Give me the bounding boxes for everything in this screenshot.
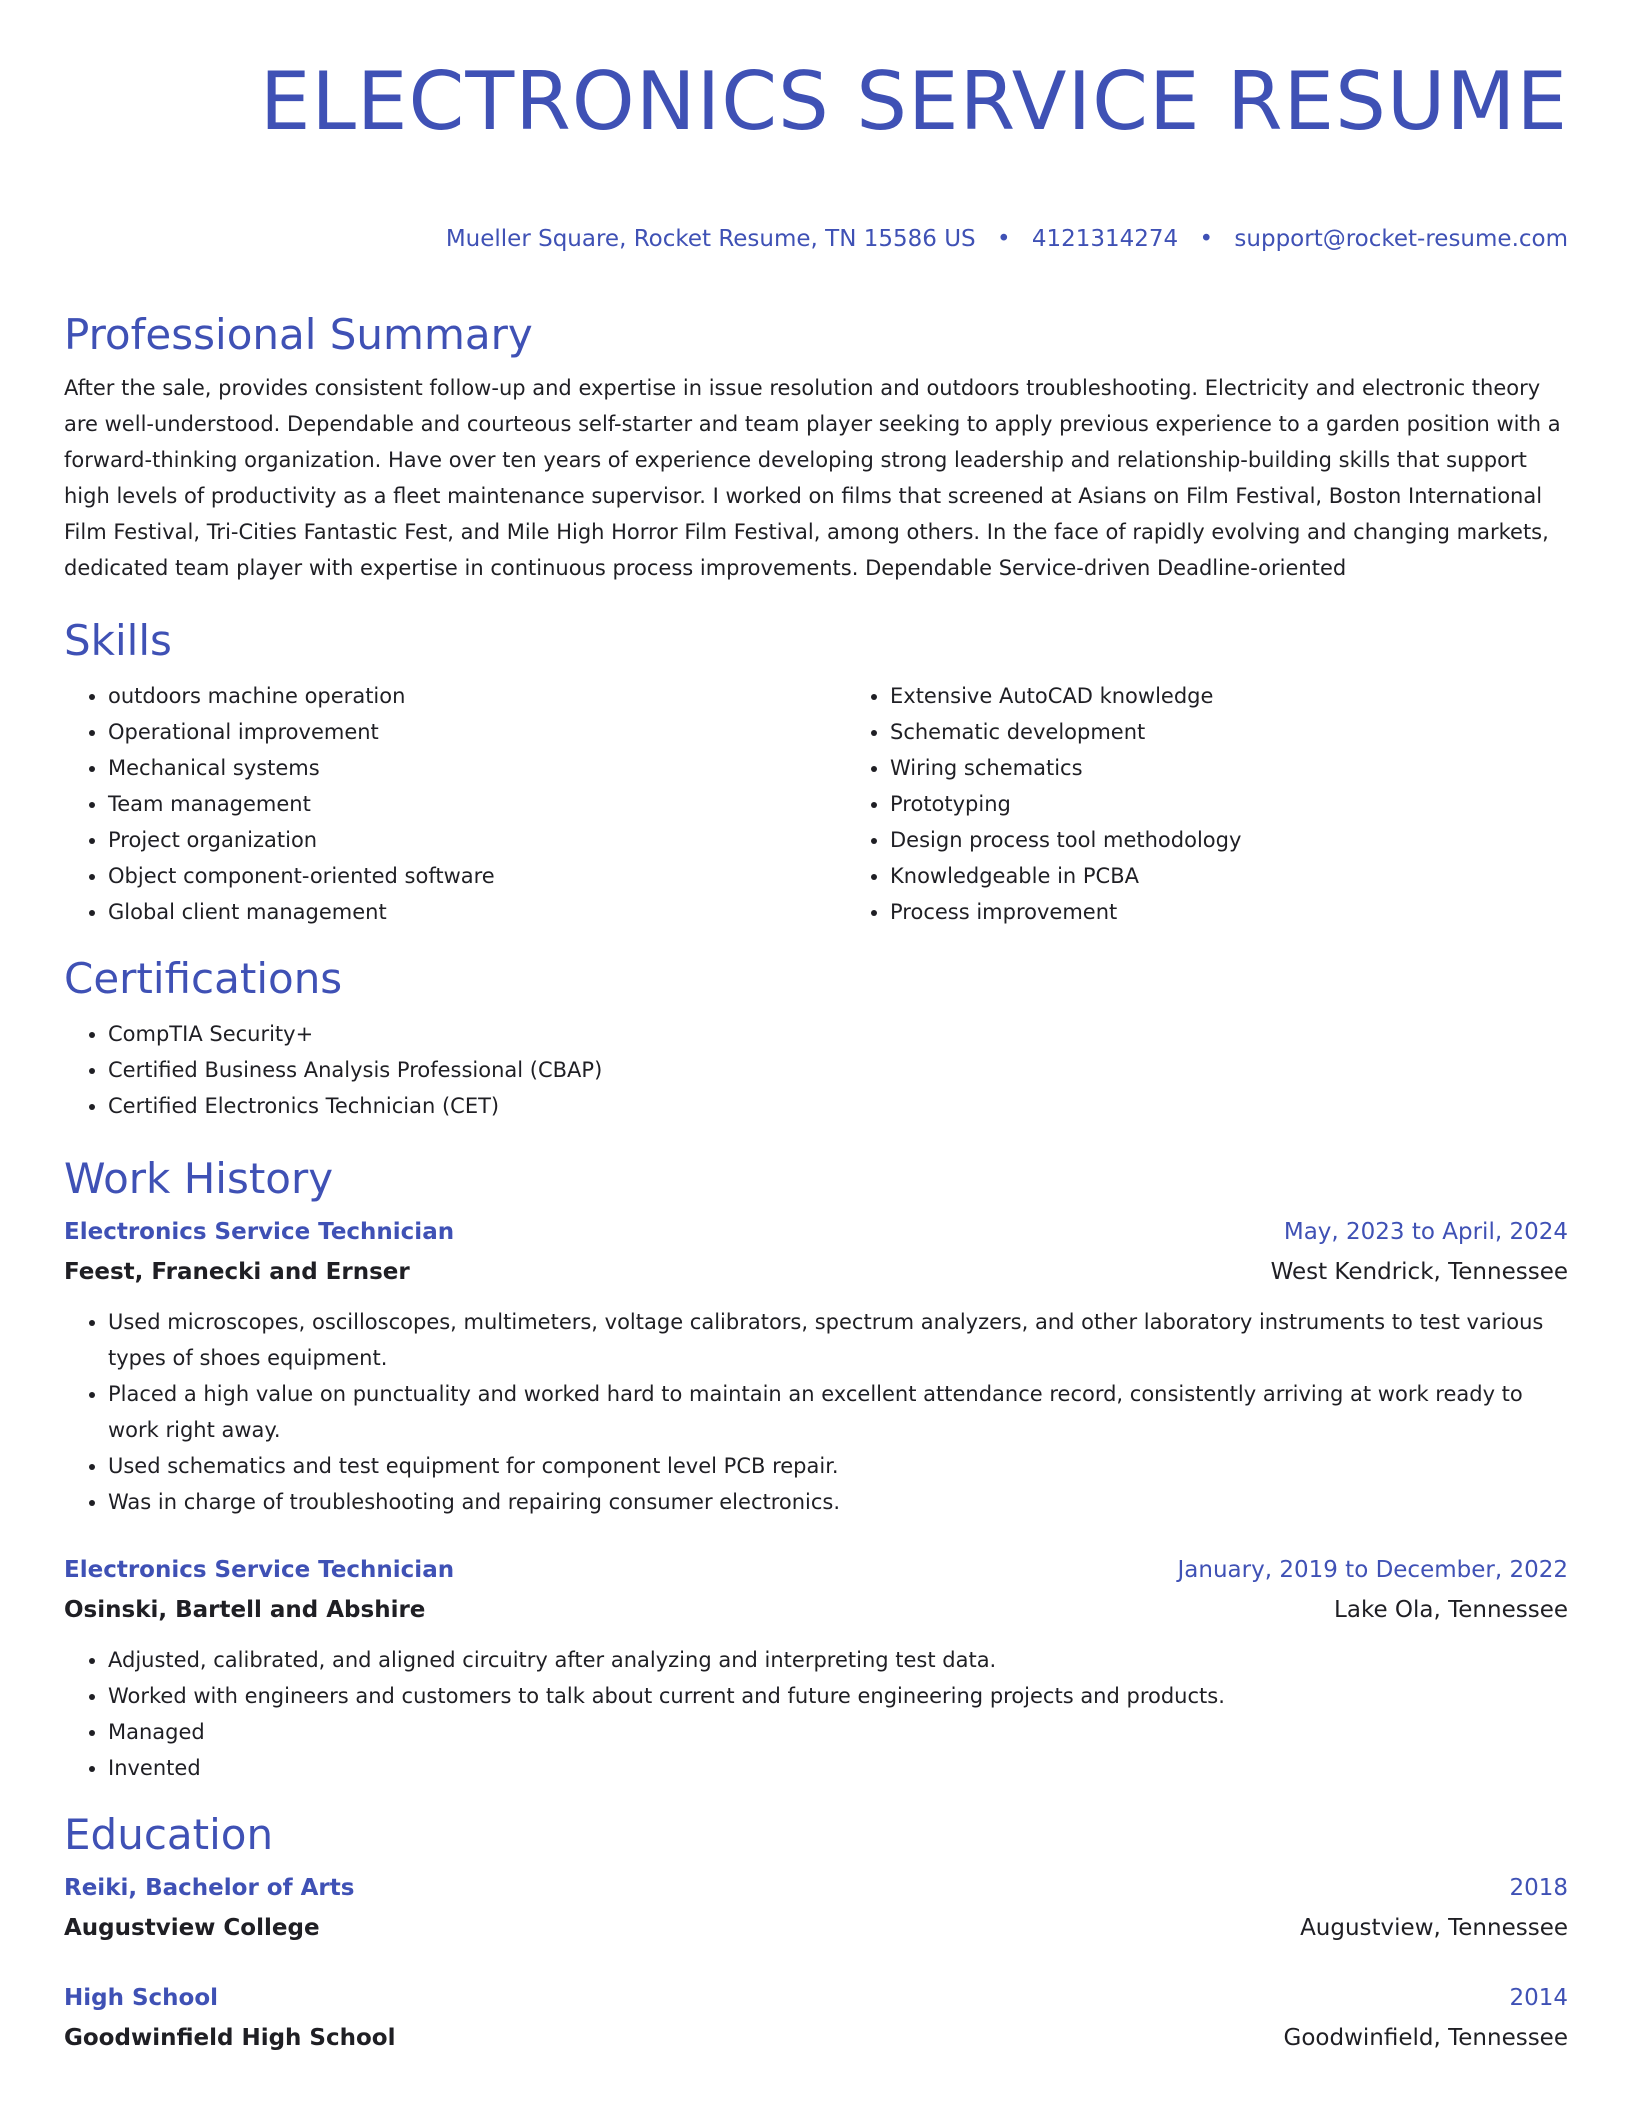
education-school: Augustview College	[64, 1915, 320, 1941]
job-entry	[64, 1212, 1568, 1520]
skills-list-left	[64, 678, 846, 930]
page-title: ELECTRONICS SERVICE RESUME	[259, 55, 1568, 148]
skills-columns	[64, 678, 1568, 930]
job-bullets	[64, 1304, 1568, 1520]
education-subheader	[64, 2018, 1568, 2058]
skill-item: • Design process tool methodology	[890, 822, 1628, 858]
contact-separator: •	[1199, 226, 1214, 252]
job-company: Osinski, Bartell and Abshire	[64, 1597, 426, 1623]
certifications-heading: Certifications	[64, 954, 343, 1003]
education-location: Augustview, Tennessee	[1300, 1915, 1568, 1941]
job-header	[64, 1550, 1568, 1590]
certification-item: • Certified Business Analysis Professional (CBAP)	[108, 1052, 1568, 1088]
skill-item: • Project organization	[108, 822, 846, 858]
work-history-section	[64, 1152, 1568, 1786]
job-bullet: • Was in charge of troubleshooting and repairing consumer electronics.	[108, 1484, 1568, 1520]
job-bullet: • Used microscopes, oscilloscopes, multimeters, voltage calibrators, spectrum analyzers, and other laboratory instruments to test various types of shoes equipment.	[108, 1304, 1568, 1376]
skill-item: • Extensive AutoCAD knowledge	[890, 678, 1628, 714]
education-header	[64, 1868, 1568, 1908]
job-location: Lake Ola, Tennessee	[1334, 1597, 1568, 1623]
education-heading: Education	[64, 1810, 274, 1859]
job-bullet: • Adjusted, calibrated, and aligned circuitry after analyzing and interpreting test data.	[108, 1642, 1568, 1678]
job-subheader	[64, 1252, 1568, 1292]
job-title: Electronics Service Technician	[64, 1557, 455, 1583]
education-header	[64, 1978, 1568, 2018]
job-bullet: • Used schematics and test equipment for component level PCB repair.	[108, 1448, 1568, 1484]
skill-item: • Object component-oriented software	[108, 858, 846, 894]
skills-heading: Skills	[64, 616, 172, 665]
certification-item: • CompTIA Security+	[108, 1016, 1568, 1052]
job-location: West Kendrick, Tennessee	[1270, 1259, 1568, 1285]
education-entry	[64, 1868, 1568, 1948]
job-bullet: • Invented	[108, 1750, 1568, 1786]
skill-item: • Wiring schematics	[890, 750, 1628, 786]
summary-heading: Professional Summary	[64, 310, 533, 359]
skill-item: • Knowledgeable in PCBA	[890, 858, 1628, 894]
skill-item: • outdoors machine operation	[108, 678, 846, 714]
education-year: 2018	[1509, 1875, 1568, 1901]
job-bullet: • Placed a high value on punctuality and worked hard to maintain an excellent attendance record, consistently arriving at work ready to work right away.	[108, 1376, 1568, 1448]
contact-address: Mueller Square, Rocket Resume, TN 15586 US	[445, 226, 976, 252]
job-dates: January, 2019 to December, 2022	[1177, 1557, 1568, 1583]
job-bullets	[64, 1642, 1568, 1786]
skills-section	[64, 614, 1568, 930]
job-subheader	[64, 1590, 1568, 1630]
skill-item: • Process improvement	[890, 894, 1628, 930]
summary-section	[64, 308, 1568, 586]
job-bullet: • Managed	[108, 1714, 1568, 1750]
contact-email: support@rocket-resume.com	[1234, 226, 1568, 252]
skill-item: • Team management	[108, 786, 846, 822]
skill-item: • Global client management	[108, 894, 846, 930]
certification-item: • Certified Electronics Technician (CET)	[108, 1088, 1568, 1124]
education-degree: Reiki, Bachelor of Arts	[64, 1875, 355, 1901]
skill-item: • Schematic development	[890, 714, 1628, 750]
job-header	[64, 1212, 1568, 1252]
contact-phone: 4121314274	[1031, 226, 1179, 252]
summary-text: After the sale, provides consistent follow-up and expertise in issue resolution and outdoors troubleshooting. Electricity and electronic theory are well-understood. Dependable and courteous self-starter and team player seeking to apply previous experience to a garden position with a forward-thinking organization. Have over ten years of experience developing strong leadership and relationship-building skills that support high levels of productivity as a fleet maintenance supervisor. I worked on films that screened at Asians on Film Festival, Boston International Film Festival, Tri-Cities Fantastic Fest, and Mile High Horror Film Festival, among others. In the face of rapidly evolving and changing markets, dedicated team player with expertise in continuous process improvements. Dependable Service-driven Deadline-oriented	[64, 376, 1561, 580]
education-entry	[64, 1978, 1568, 2058]
certifications-list	[64, 1016, 1568, 1124]
job-entry	[64, 1550, 1568, 1786]
work-history-heading: Work History	[64, 1154, 334, 1203]
skill-item: • Operational improvement	[108, 714, 846, 750]
contact-line	[64, 224, 1568, 254]
job-dates: May, 2023 to April, 2024	[1283, 1219, 1568, 1245]
skill-item: • Prototyping	[890, 786, 1628, 822]
job-title: Electronics Service Technician	[64, 1219, 455, 1245]
skills-list-right	[846, 678, 1628, 930]
education-subheader	[64, 1908, 1568, 1948]
skill-item: • Mechanical systems	[108, 750, 846, 786]
education-section	[64, 1808, 1568, 2058]
education-location: Goodwinfield, Tennessee	[1283, 2025, 1568, 2051]
contact-separator: •	[996, 226, 1011, 252]
job-company: Feest, Franecki and Ernser	[64, 1259, 410, 1285]
education-degree: High School	[64, 1985, 219, 2011]
certifications-section	[64, 952, 1568, 1124]
job-bullet: • Worked with engineers and customers to talk about current and future engineering projects and products.	[108, 1678, 1568, 1714]
education-year: 2014	[1509, 1985, 1568, 2011]
education-school: Goodwinfield High School	[64, 2025, 396, 2051]
